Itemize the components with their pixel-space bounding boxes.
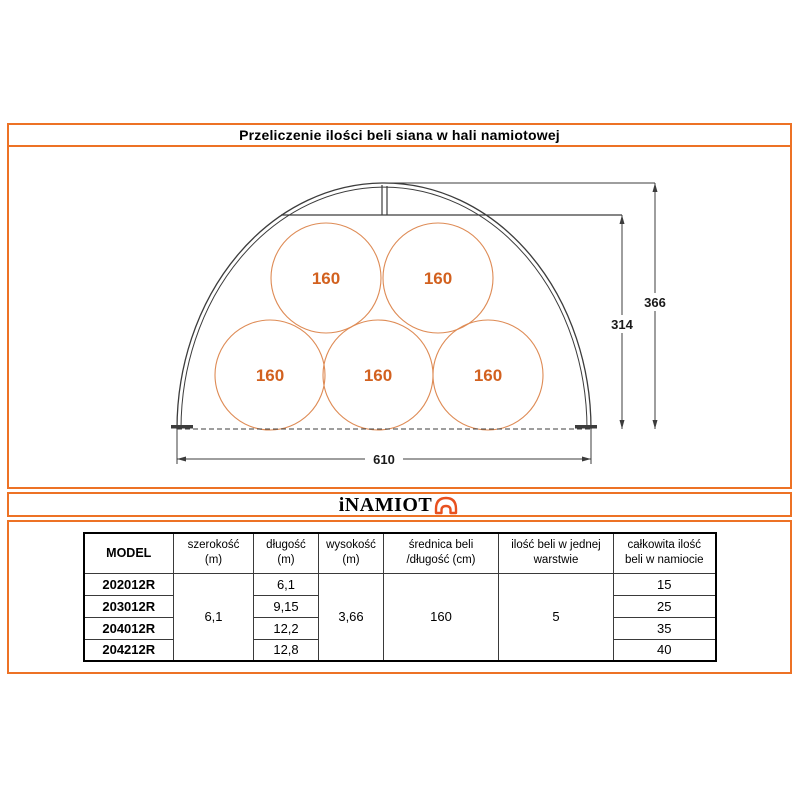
base-plate-left [171,425,193,429]
arrow-left-icon [177,457,186,462]
cell-srednica-merged: 160 [384,573,499,661]
dimension-366 [638,183,672,429]
cell-model: 204012R [84,617,174,639]
cell-model: 202012R [84,573,174,595]
tent-cross-section-diagram [9,149,790,487]
cell-model: 204212R [84,639,174,661]
arrow-right-icon [582,457,591,462]
bale-diameter-label: 160 [363,366,393,385]
bale-diameter-label: 160 [423,269,453,288]
cell-calkowita: 15 [614,573,716,595]
bale-diameter-label: 160 [473,366,503,385]
page-title: Przeliczenie ilości beli siana w hali namiotowej [9,125,790,147]
cell-dlugosc: 6,1 [254,573,319,595]
base-plate-right [575,425,597,429]
header-dlugosc: długość (m) [254,533,319,573]
dim-height-inner-label: 314 [611,317,633,332]
cell-dlugosc: 12,2 [254,617,319,639]
header-ilosc-warstwa: ilość beli w jednej warstwie [499,533,614,573]
dimension-314 [605,215,639,429]
header-szerokosc: szerokość (m) [174,533,254,573]
dim-width-label: 610 [373,452,395,467]
cell-wysokosc-merged: 3,66 [319,573,384,661]
cell-ilosc-merged: 5 [499,573,614,661]
cell-dlugosc: 9,15 [254,595,319,617]
cell-calkowita: 25 [614,595,716,617]
spec-table [83,532,717,662]
cell-szerokosc-merged: 6,1 [174,573,254,661]
bale-diameter-label: 160 [255,366,285,385]
header-srednica: średnica beli /długość (cm) [384,533,499,573]
cell-model: 203012R [84,595,174,617]
dimension-610 [177,429,591,468]
cell-dlugosc: 12,8 [254,639,319,661]
cell-calkowita: 35 [614,617,716,639]
hay-bales [215,223,543,430]
arrow-up-icon [620,215,625,224]
dim-height-outer-label: 366 [644,295,666,310]
tent-arch-inner [181,187,587,429]
diagram-panel [7,123,792,489]
brand-logo-text: iNAMIOT [338,493,433,516]
arrow-down-icon [620,420,625,429]
table-row [84,573,716,595]
bale-diameter-label: 160 [311,269,341,288]
header-model: MODEL [84,533,174,573]
arrow-down-icon [653,420,658,429]
table-header-row [84,533,716,573]
tent-arch-outer [177,183,591,429]
header-calkowita: całkowita ilość beli w namiocie [614,533,716,573]
spec-table-panel [7,520,792,674]
arrow-up-icon [653,183,658,192]
header-wysokosc: wysokość (m) [319,533,384,573]
logo-panel [7,492,792,517]
tent-icon [434,495,460,515]
cell-calkowita: 40 [614,639,716,661]
